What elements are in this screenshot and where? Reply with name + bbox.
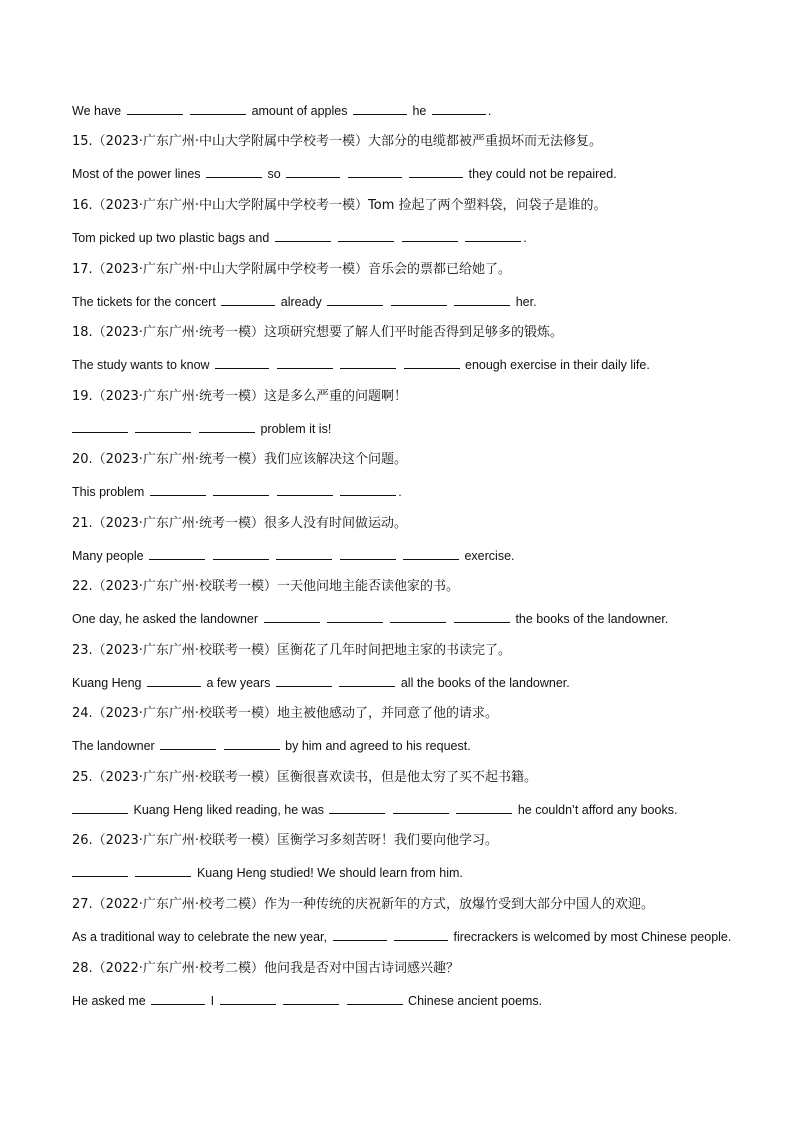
fill-blank[interactable]: [353, 104, 407, 115]
fill-blank[interactable]: [149, 549, 205, 560]
fill-blank[interactable]: [220, 994, 276, 1005]
text-segment: This problem: [72, 485, 145, 499]
answer-line-23: [72, 675, 570, 691]
fill-blank[interactable]: [199, 422, 255, 433]
fill-blank[interactable]: [127, 104, 183, 115]
text-segment: Kuang Heng: [72, 676, 142, 690]
text-segment: As a traditional way to celebrate the new year,: [72, 930, 328, 944]
text-segment: The landowner: [72, 739, 155, 753]
answer-line-22: [72, 611, 668, 627]
fill-blank[interactable]: [338, 231, 394, 242]
answer-line-25: [72, 802, 677, 818]
fill-blank[interactable]: [391, 295, 447, 306]
question-18-prompt: 18.（2023·广东广州·统考一模）这项研究想要了解人们平时能否得到足够多的锻炼。: [72, 325, 564, 340]
fill-blank[interactable]: [72, 422, 128, 433]
answer-line-15: [72, 166, 617, 182]
text-segment: firecrackers is welcomed by most Chinese people.: [453, 930, 732, 944]
text-segment: already: [280, 295, 322, 309]
fill-blank[interactable]: [277, 485, 333, 496]
fill-blank[interactable]: [340, 549, 396, 560]
text-segment: her.: [515, 295, 537, 309]
text-segment: Tom picked up two plastic bags and: [72, 231, 270, 245]
text-segment: a few years: [206, 676, 271, 690]
fill-blank[interactable]: [390, 612, 446, 623]
fill-blank[interactable]: [213, 549, 269, 560]
fill-blank[interactable]: [206, 167, 262, 178]
question-15-prompt: 15.（2023·广东广州·中山大学附属中学校考一模）大部分的电缆都被严重损坏而无法修复。: [72, 134, 603, 149]
question-17-prompt: 17.（2023·广东广州·中山大学附属中学校考一模）音乐会的票都已给她了。: [72, 262, 512, 277]
fill-blank[interactable]: [327, 612, 383, 623]
fill-blank[interactable]: [465, 231, 521, 242]
fill-blank[interactable]: [329, 803, 385, 814]
fill-blank[interactable]: [283, 994, 339, 1005]
text-segment: The tickets for the concert: [72, 295, 216, 309]
fill-blank[interactable]: [151, 994, 205, 1005]
fill-blank[interactable]: [340, 358, 396, 369]
fill-blank[interactable]: [409, 167, 463, 178]
text-segment: so: [267, 167, 281, 181]
fill-blank[interactable]: [333, 930, 387, 941]
fill-blank[interactable]: [340, 485, 396, 496]
text-segment: they could not be repaired.: [468, 167, 617, 181]
text-segment: he couldn’t afford any books.: [517, 803, 678, 817]
text-segment: by him and agreed to his request.: [285, 739, 471, 753]
text-segment: We have: [72, 104, 122, 118]
fill-blank[interactable]: [454, 295, 510, 306]
question-28-prompt: 28.（2022·广东广州·校考二模）他问我是否对中国古诗词感兴趣？: [72, 961, 460, 976]
fill-blank[interactable]: [404, 358, 460, 369]
fill-blank[interactable]: [276, 676, 332, 687]
fill-blank[interactable]: [275, 231, 331, 242]
fill-blank[interactable]: [72, 803, 128, 814]
answer-line-14: [72, 103, 491, 119]
fill-blank[interactable]: [213, 485, 269, 496]
text-segment: Kuang Heng liked reading, he was: [133, 803, 324, 817]
answer-line-28: [72, 993, 542, 1009]
text-segment: .: [487, 104, 492, 118]
answer-line-21: [72, 548, 515, 564]
answer-line-24: [72, 738, 471, 754]
text-segment: One day, he asked the landowner: [72, 612, 259, 626]
question-26-prompt: 26.（2023·广东广州·校联考一模）匡衡学习多刻苦呀！我们要向他学习。: [72, 833, 499, 848]
fill-blank[interactable]: [432, 104, 486, 115]
answer-line-16: [72, 230, 527, 246]
fill-blank[interactable]: [327, 295, 383, 306]
question-22-prompt: 22.（2023·广东广州·校联考一模）一天他问地主能否读他家的书。: [72, 579, 460, 594]
text-segment: amount of apples: [251, 104, 348, 118]
fill-blank[interactable]: [402, 231, 458, 242]
text-segment: exercise.: [464, 549, 515, 563]
fill-blank[interactable]: [224, 739, 280, 750]
text-segment: The study wants to know: [72, 358, 210, 372]
text-segment: Kuang Heng studied! We should learn from him.: [196, 866, 463, 880]
fill-blank[interactable]: [160, 739, 216, 750]
text-segment: .: [523, 231, 527, 245]
question-19-prompt: 19.（2023·广东广州·统考一模）这是多么严重的问题啊！: [72, 389, 408, 404]
answer-line-17: [72, 294, 537, 310]
text-segment: I: [210, 994, 215, 1008]
answer-line-20: [72, 484, 402, 500]
fill-blank[interactable]: [221, 295, 275, 306]
fill-blank[interactable]: [393, 803, 449, 814]
text-segment: He asked me: [72, 994, 146, 1008]
question-21-prompt: 21.（2023·广东广州·统考一模）很多人没有时间做运动。: [72, 516, 408, 531]
fill-blank[interactable]: [348, 167, 402, 178]
answer-line-18: [72, 357, 650, 373]
text-segment: Chinese ancient poems.: [408, 994, 543, 1008]
fill-blank[interactable]: [276, 549, 332, 560]
answer-line-27: [72, 929, 731, 945]
question-25-prompt: 25.（2023·广东广州·校联考一模）匡衡很喜欢读书，但是他太穷了买不起书籍。: [72, 770, 538, 785]
text-segment: problem it is!: [260, 422, 332, 436]
text-segment: Many people: [72, 549, 144, 563]
fill-blank[interactable]: [264, 612, 320, 623]
fill-blank[interactable]: [215, 358, 269, 369]
fill-blank[interactable]: [147, 676, 201, 687]
fill-blank[interactable]: [150, 485, 206, 496]
fill-blank[interactable]: [454, 612, 510, 623]
question-27-prompt: 27.（2022·广东广州·校考二模）作为一种传统的庆祝新年的方式，放爆竹受到大部分中国人的欢迎。: [72, 897, 655, 912]
answer-line-19: [72, 421, 331, 437]
question-23-prompt: 23.（2023·广东广州·校联考一模）匡衡花了几年时间把地主家的书读完了。: [72, 643, 512, 658]
answer-line-26: [72, 865, 463, 881]
text-segment: .: [398, 485, 402, 499]
text-segment: enough exercise in their daily life.: [465, 358, 650, 372]
fill-blank[interactable]: [277, 358, 333, 369]
fill-blank[interactable]: [403, 549, 459, 560]
question-24-prompt: 24.（2023·广东广州·校联考一模）地主被他感动了，并同意了他的请求。: [72, 706, 499, 721]
text-segment: Most of the power lines: [72, 167, 201, 181]
fill-blank[interactable]: [339, 676, 395, 687]
fill-blank[interactable]: [456, 803, 512, 814]
fill-blank[interactable]: [135, 866, 191, 877]
question-20-prompt: 20.（2023·广东广州·统考一模）我们应该解决这个问题。: [72, 452, 408, 467]
question-16-prompt: 16.（2023·广东广州·中山大学附属中学校考一模）Tom 捡起了两个塑料袋，问袋子是谁的。: [72, 198, 607, 213]
text-segment: the books of the landowner.: [515, 612, 669, 626]
fill-blank[interactable]: [135, 422, 191, 433]
text-segment: all the books of the landowner.: [400, 676, 570, 690]
fill-blank[interactable]: [394, 930, 448, 941]
text-segment: he: [412, 104, 427, 118]
fill-blank[interactable]: [286, 167, 340, 178]
fill-blank[interactable]: [72, 866, 128, 877]
fill-blank[interactable]: [190, 104, 246, 115]
fill-blank[interactable]: [347, 994, 403, 1005]
